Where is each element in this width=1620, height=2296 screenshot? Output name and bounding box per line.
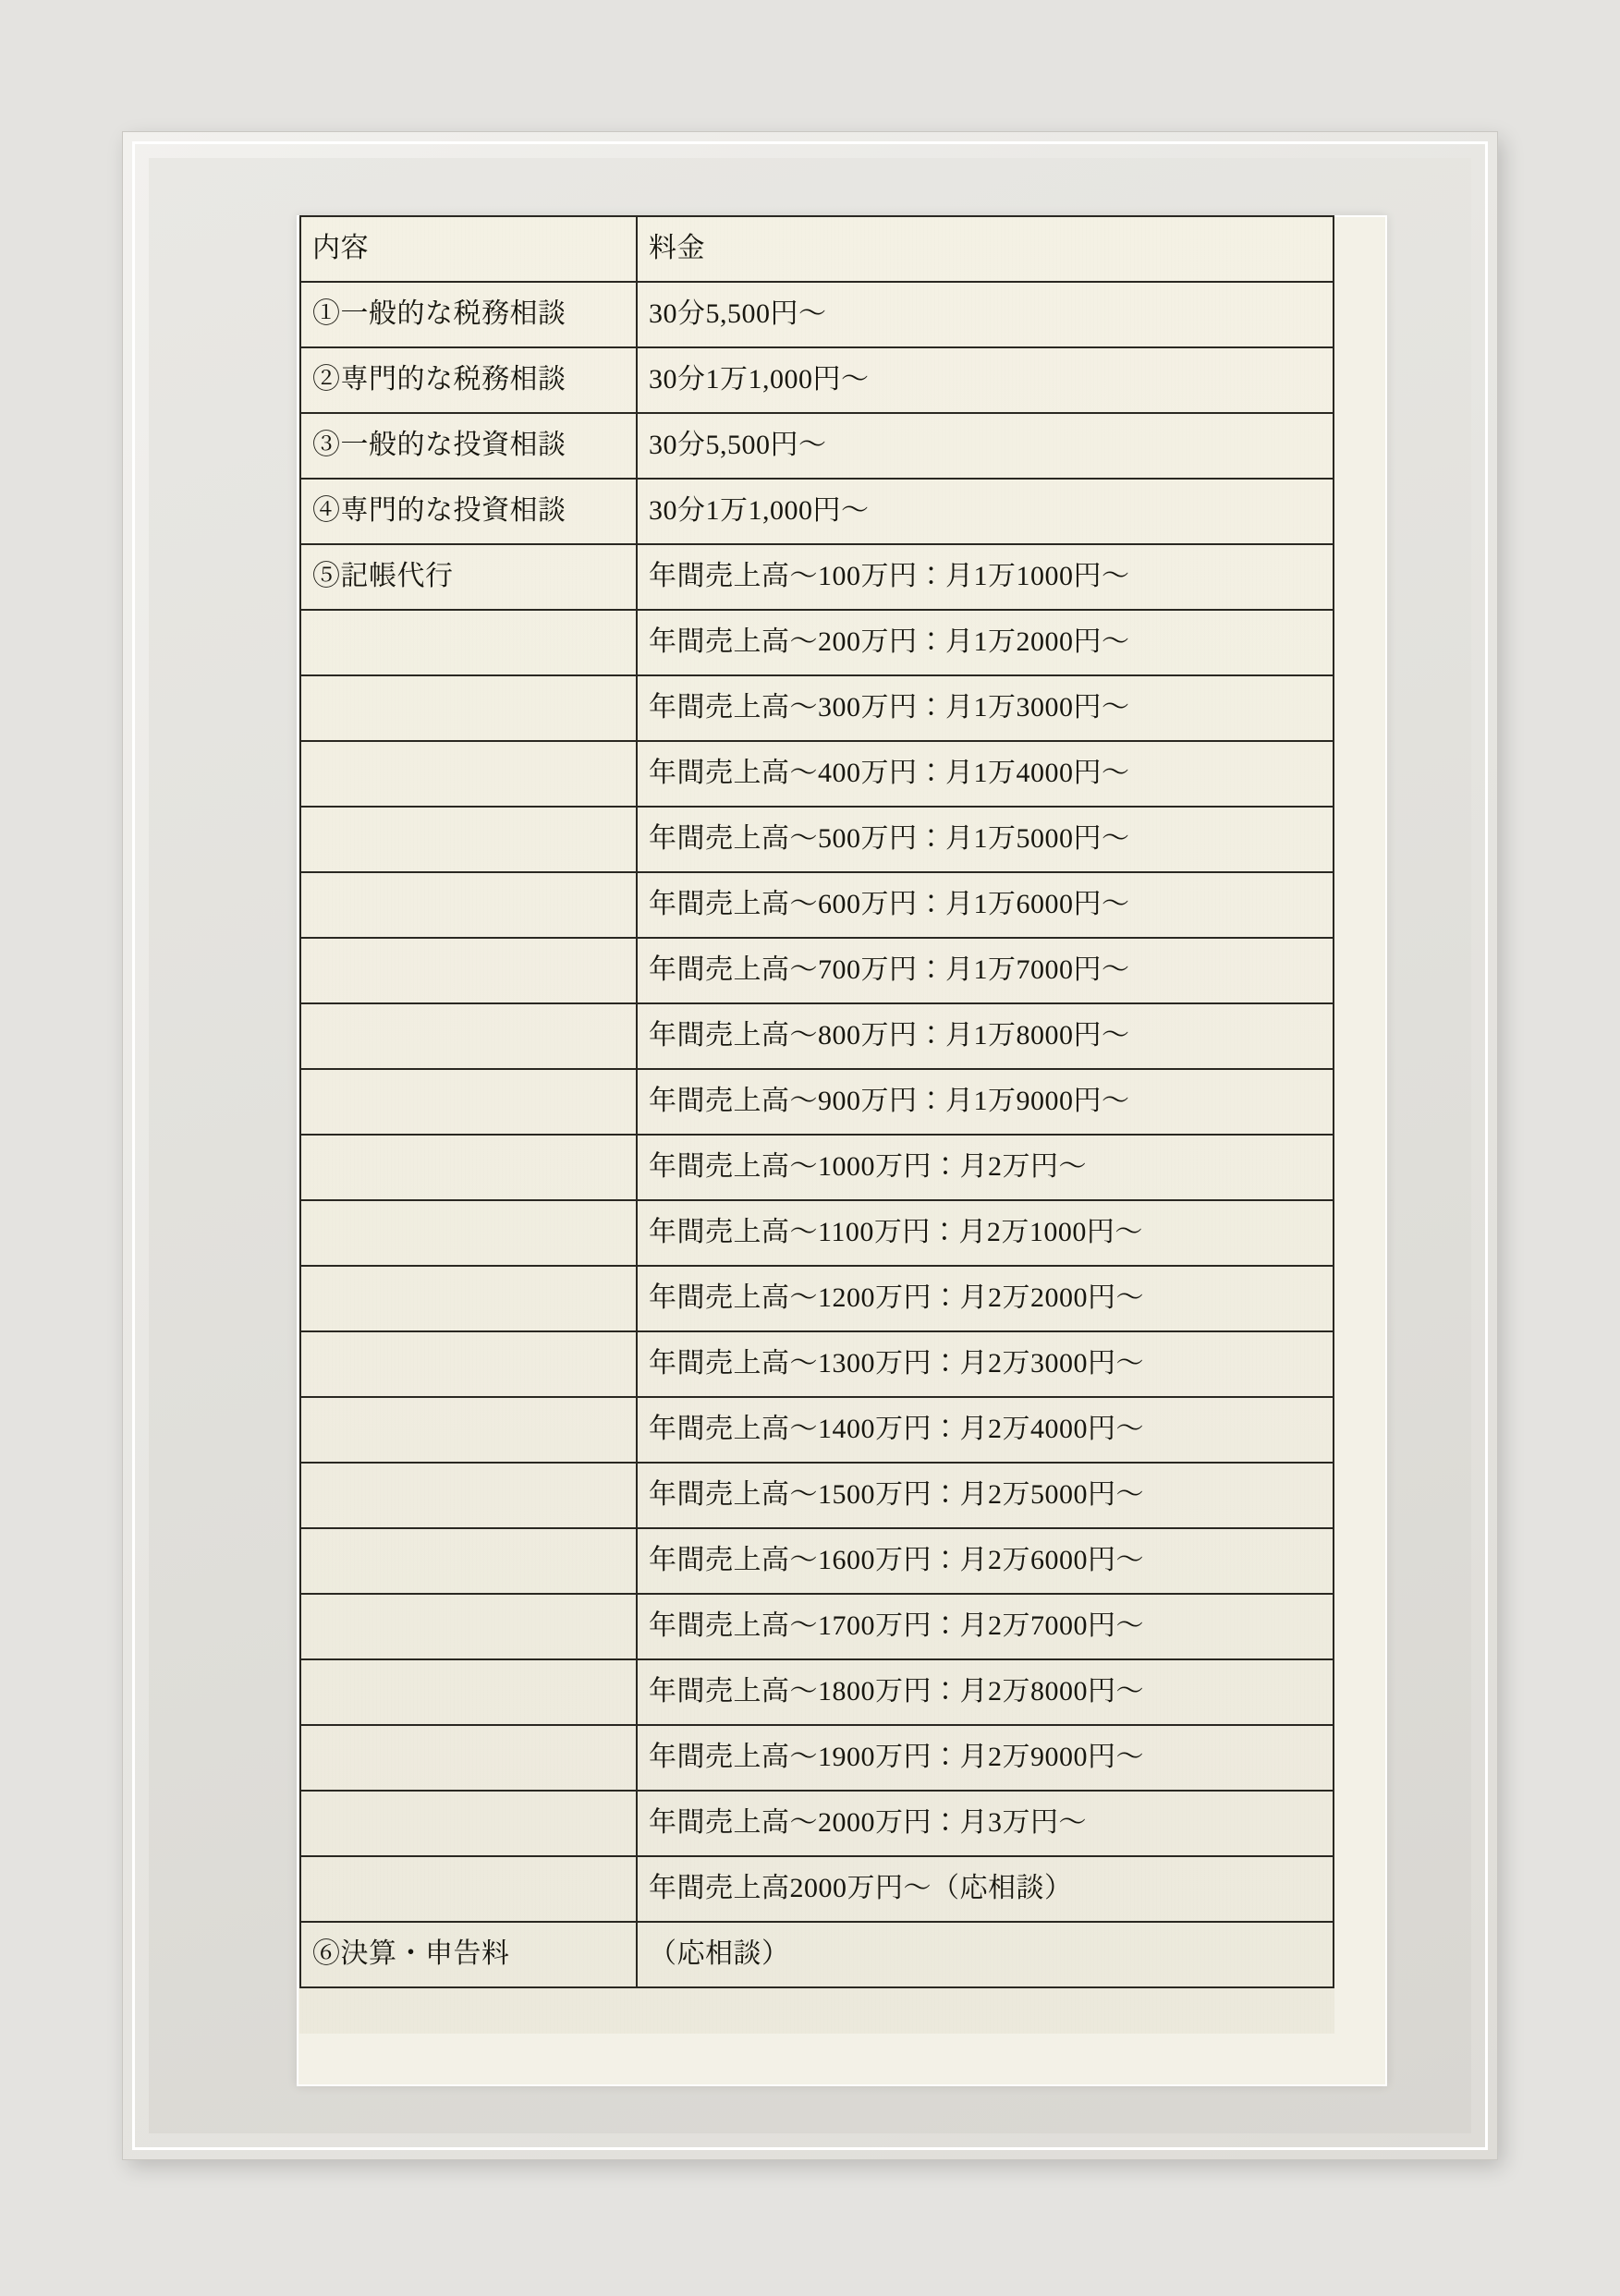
cell-fee: 年間売上高〜1100万円：月2万1000円〜 [637,1200,1334,1266]
table-row [300,741,1334,807]
cell-service: ⑤記帳代行 [300,544,637,610]
column-header-fee: 料金 [637,216,1334,282]
cell-service [300,807,637,872]
table-row [300,1856,1334,1922]
table-row [300,938,1334,1003]
table-row [300,1528,1334,1594]
table-row [300,1463,1334,1528]
cell-fee: 年間売上高〜300万円：月1万3000円〜 [637,675,1334,741]
table-row [300,807,1334,872]
table-row [300,1069,1334,1135]
table-row [300,1922,1334,1987]
cell-fee: 年間売上高〜1800万円：月2万8000円〜 [637,1659,1334,1725]
cell-fee: 年間売上高〜1700万円：月2万7000円〜 [637,1594,1334,1659]
cell-service [300,610,637,675]
cell-service: ⑥決算・申告料 [300,1922,637,1987]
cell-fee: 年間売上高〜1500万円：月2万5000円〜 [637,1463,1334,1528]
table-row [300,1135,1334,1200]
cell-fee: 年間売上高〜800万円：月1万8000円〜 [637,1003,1334,1069]
cell-fee: 年間売上高〜700万円：月1万7000円〜 [637,938,1334,1003]
cell-service [300,1135,637,1200]
cell-service [300,1331,637,1397]
price-table [299,215,1334,1988]
cell-fee: 年間売上高〜1400万円：月2万4000円〜 [637,1397,1334,1463]
cell-fee: 年間売上高〜1300万円：月2万3000円〜 [637,1331,1334,1397]
price-table-body [300,216,1334,1987]
table-row [300,1200,1334,1266]
cell-fee: 年間売上高〜2000万円：月3万円〜 [637,1791,1334,1856]
table-row [300,872,1334,938]
cell-service: ②専門的な税務相談 [300,347,637,413]
table-row [300,479,1334,544]
cell-service [300,1725,637,1791]
cell-service [300,1791,637,1856]
cell-fee: 年間売上高〜600万円：月1万6000円〜 [637,872,1334,938]
table-row [300,1594,1334,1659]
cell-service [300,1003,637,1069]
cell-service [300,1528,637,1594]
cell-fee: 年間売上高〜100万円：月1万1000円〜 [637,544,1334,610]
cell-fee: 年間売上高2000万円〜（応相談） [637,1856,1334,1922]
table-row [300,610,1334,675]
cell-service [300,741,637,807]
cell-service [300,675,637,741]
table-row [300,1397,1334,1463]
cell-fee: 年間売上高〜200万円：月1万2000円〜 [637,610,1334,675]
table-row [300,1791,1334,1856]
table-row [300,413,1334,479]
table-row [300,347,1334,413]
cell-fee: 年間売上高〜500万円：月1万5000円〜 [637,807,1334,872]
cell-service [300,1594,637,1659]
price-list-sheet [299,215,1334,2034]
cell-fee: 30分1万1,000円〜 [637,347,1334,413]
column-header-service: 内容 [300,216,637,282]
cell-service: ④専門的な投資相談 [300,479,637,544]
table-row [300,1331,1334,1397]
cell-fee: 年間売上高〜1200万円：月2万2000円〜 [637,1266,1334,1331]
table-row [300,675,1334,741]
cell-service [300,1659,637,1725]
cell-service: ①一般的な税務相談 [300,282,637,347]
table-row [300,282,1334,347]
cell-fee: 年間売上高〜1900万円：月2万9000円〜 [637,1725,1334,1791]
cell-fee: 年間売上高〜900万円：月1万9000円〜 [637,1069,1334,1135]
table-row [300,1725,1334,1791]
cell-fee: 年間売上高〜1000万円：月2万円〜 [637,1135,1334,1200]
table-row [300,1266,1334,1331]
cell-service [300,1463,637,1528]
cell-fee: 年間売上高〜400万円：月1万4000円〜 [637,741,1334,807]
cell-service [300,1200,637,1266]
cell-fee: （応相談） [637,1922,1334,1987]
cell-service: ③一般的な投資相談 [300,413,637,479]
table-header-row [300,216,1334,282]
cell-service [300,1856,637,1922]
cell-service [300,938,637,1003]
picture-frame [123,132,1497,2159]
cell-service [300,1266,637,1331]
table-row [300,1003,1334,1069]
cell-fee: 30分5,500円〜 [637,413,1334,479]
table-row [300,1659,1334,1725]
cell-fee: 30分5,500円〜 [637,282,1334,347]
cell-fee: 30分1万1,000円〜 [637,479,1334,544]
cell-service [300,1397,637,1463]
cell-service [300,872,637,938]
cell-fee: 年間売上高〜1600万円：月2万6000円〜 [637,1528,1334,1594]
table-row [300,544,1334,610]
cell-service [300,1069,637,1135]
